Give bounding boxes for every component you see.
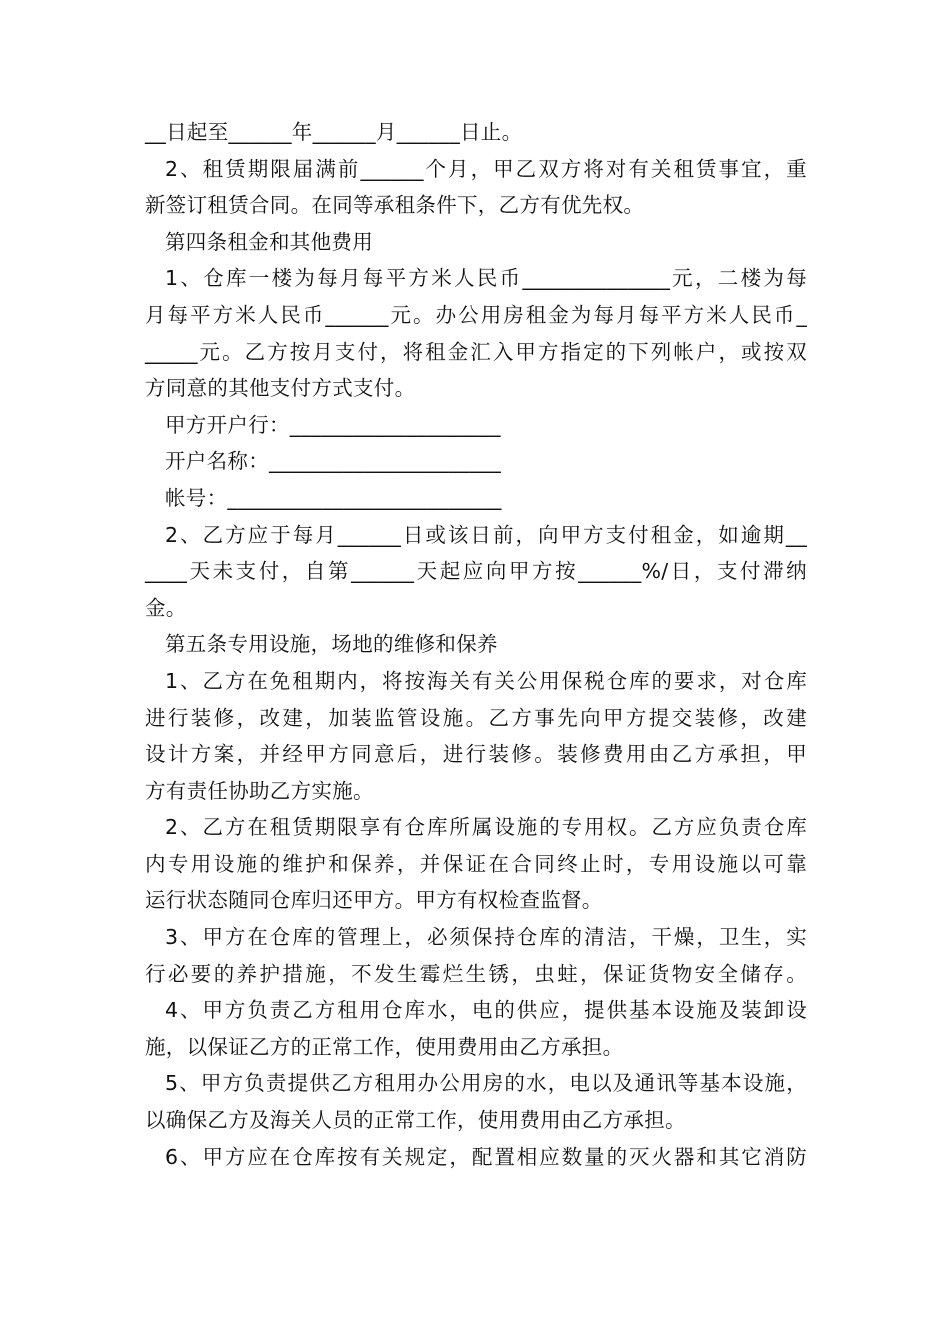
text-line: 以确保乙方及海关人员的正常工作，使用费用由乙方承担。 — [145, 1108, 686, 1133]
text-line: 内专用设施的维护和保养，并保证在合同终止时，专用设施以可靠 — [145, 851, 807, 876]
text-line: 方有责任协助乙方实施。 — [145, 778, 374, 803]
text-line: 3、甲方在仓库的管理上，必须保持仓库的清洁，干燥，卫生，实 — [165, 925, 807, 950]
text-line: 开户名称：______________________ — [165, 449, 502, 474]
text-line: 进行装修，改建，加装监管设施。乙方事先向甲方提交装修，改建 — [145, 705, 807, 730]
text-line: 运行状态随同仓库归还甲方。甲方有权检查监督。 — [145, 888, 603, 913]
text-line: 第四条租金和其他费用 — [165, 229, 373, 254]
text-line: 设计方案，并经甲方同意后，进行装修。装修费用由乙方承担，甲 — [145, 742, 807, 767]
text-line: ____天未支付，自第______天起应向甲方按______%/日，支付滞纳 — [145, 559, 807, 584]
text-line: 行必要的养护措施，不发生霉烂生锈，虫蛀，保证货物安全储存。 — [145, 961, 807, 986]
text-line: 第五条专用设施，场地的维修和保养 — [165, 632, 498, 657]
text-line: 2、乙方在租赁期限享有仓库所属设施的专用权。乙方应负责仓库 — [165, 815, 807, 840]
text-line: 4、甲方负责乙方租用仓库水，电的供应，提供基本设施及装卸设 — [165, 998, 807, 1023]
text-line: 甲方开户行：____________________ — [165, 412, 501, 437]
text-line: __日起至______年______月______日止。 — [145, 120, 523, 144]
text-line: 金。 — [145, 595, 187, 620]
text-line: 月每平方米人民币______元。办公用房租金为每月每平方米人民币_ — [145, 302, 807, 327]
text-line: 1、乙方在免租期内，将按海关有关公用保税仓库的要求，对仓库 — [165, 668, 807, 693]
text-line: 2、乙方应于每月______日或该日前，向甲方支付租金，如逾期__ — [165, 522, 807, 547]
text-line: 新签订租赁合同。在同等承租条件下，乙方有优先权。 — [145, 193, 645, 218]
text-line: 2、租赁期限届满前______个月，甲乙双方将对有关租赁事宜，重 — [165, 156, 807, 181]
text-line: 6、甲方应在仓库按有关规定，配置相应数量的灭火器和其它消防 — [165, 1144, 807, 1169]
document-page — [145, 114, 807, 1175]
text-line: _____元。乙方按月支付，将租金汇入甲方指定的下列帐户，或按双 — [145, 339, 807, 364]
text-line: 5、甲方负责提供乙方租用办公用房的水，电以及通讯等基本设施， — [165, 1071, 807, 1096]
text-line: 施，以保证乙方的正常工作，使用费用由乙方承担。 — [145, 1034, 624, 1059]
text-line: 帐号：__________________________ — [165, 485, 502, 510]
text-line: 方同意的其他支付方式支付。 — [145, 376, 416, 401]
text-line: 1、仓库一楼为每月每平方米人民币______________元，二楼为每 — [165, 266, 807, 291]
